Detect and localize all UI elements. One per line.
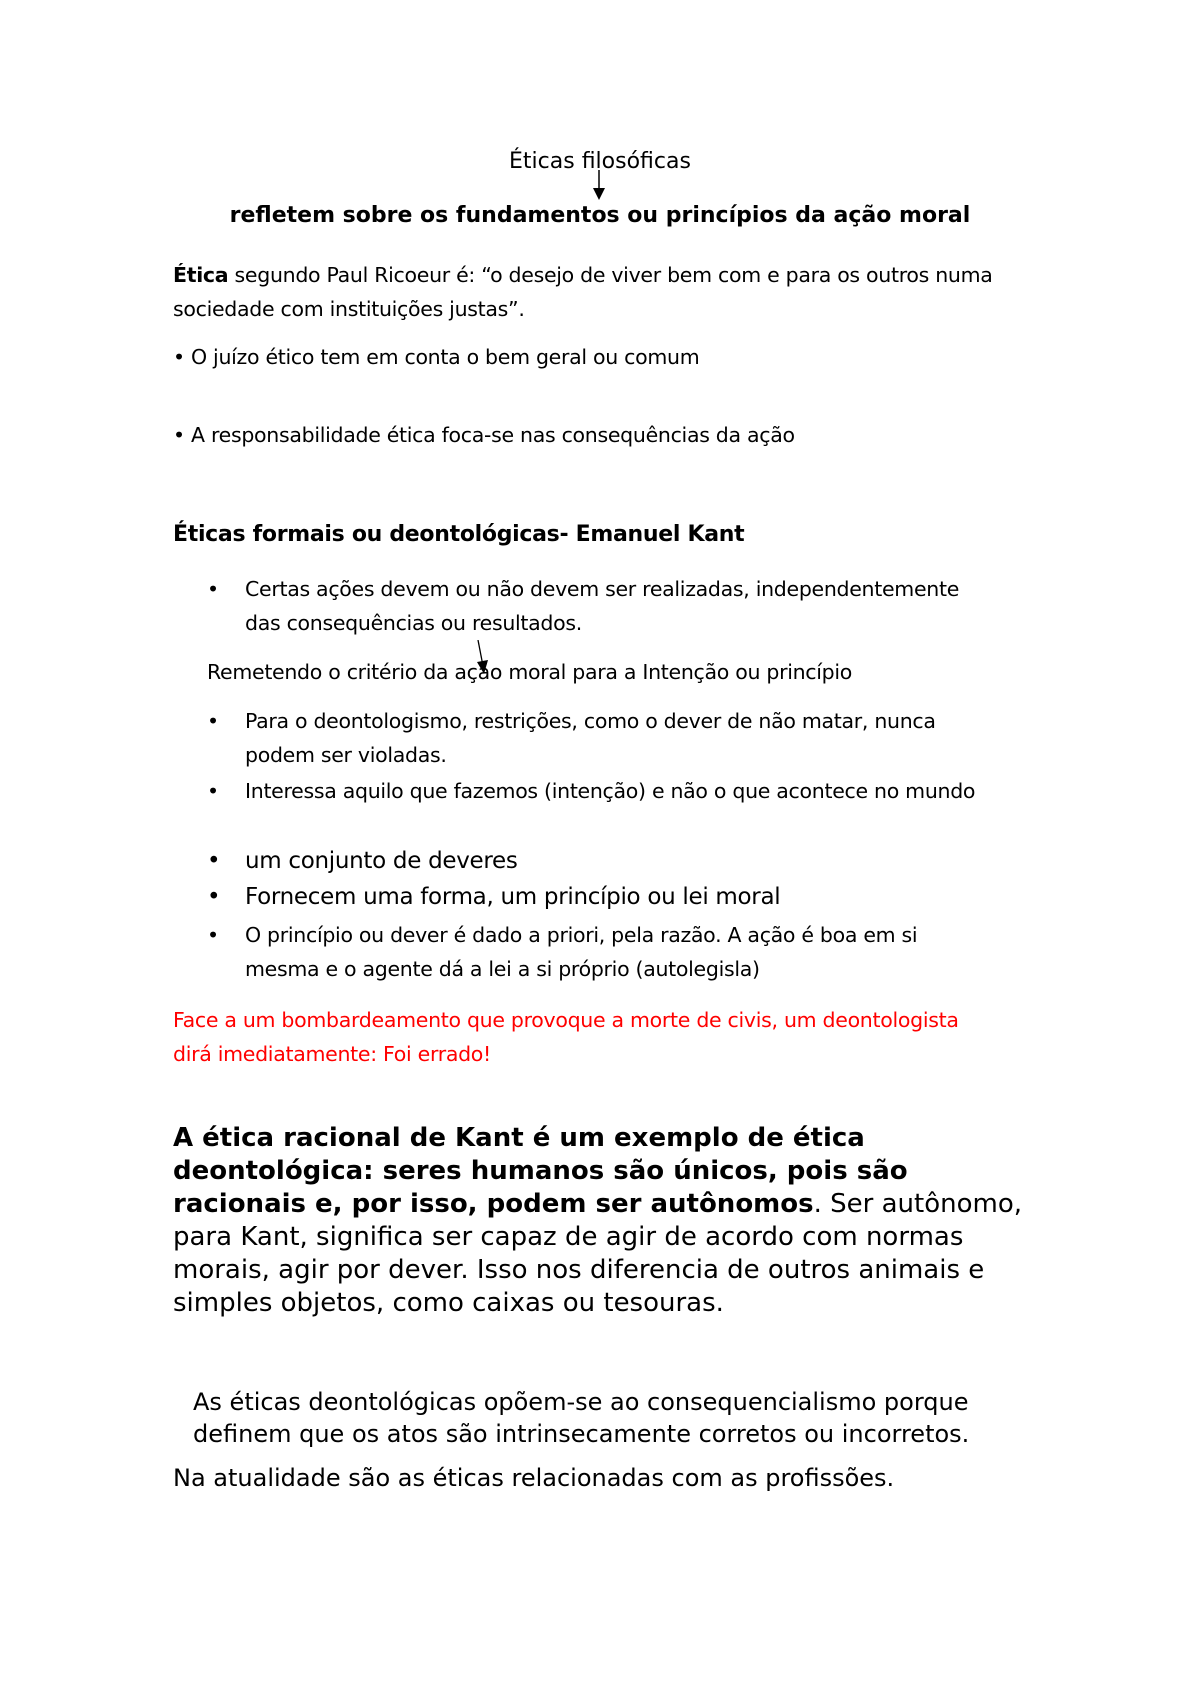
kant-bold-line1: A ética racional de Kant é um exemplo de ética [173, 1123, 865, 1153]
red-note [173, 1003, 1073, 1071]
kant-bold-line3: racionais e, por isso, podem ser autônomos [173, 1189, 814, 1219]
list-item-line: O princípio ou dever é dado a priori, pela razão. A ação é boa em si [245, 923, 918, 947]
bullet-icon: • [207, 577, 219, 601]
kant-line3-rest: . Ser autônomo, [813, 1189, 1022, 1219]
arrow-down-icon [591, 170, 607, 202]
etica-label: Ética [173, 263, 229, 287]
list-item [207, 774, 1047, 808]
red-note-line1: Face a um bombardeamento que provoque a morte de civis, um deontologista [173, 1008, 959, 1032]
bullet-icon: • [207, 848, 221, 874]
kant-line6: simples objetos, como caixas ou tesouras. [173, 1288, 724, 1318]
kant-paragraph [173, 1122, 1053, 1320]
list-item-line: das consequências ou resultados. [245, 611, 582, 635]
closing-line2: definem que os atos são intrinsecamente corretos ou incorretos. [193, 1420, 970, 1448]
list-item-line: um conjunto de deveres [245, 848, 518, 874]
list-item [207, 704, 1047, 772]
ricoeur-text-line2: sociedade com instituições justas”. [173, 297, 525, 321]
list-item-line: Para o deontologismo, restrições, como o dever de não matar, nunca [245, 709, 936, 733]
list-item [207, 572, 1047, 640]
ricoeur-paragraph [173, 258, 1073, 326]
remetendo-line: Remetendo o critério da ação moral para a Intenção ou princípio [207, 660, 853, 684]
page-subtitle: refletem sobre os fundamentos ou princípios da ação moral [229, 203, 971, 228]
bullet-icon: • [207, 923, 219, 947]
section-heading: Éticas formais ou deontológicas- Emanuel Kant [173, 522, 745, 547]
closing-line3: Na atualidade são as éticas relacionadas com as profissões. [173, 1464, 895, 1492]
list-item-line: Fornecem uma forma, um princípio ou lei moral [245, 884, 781, 910]
list-item-line: Interessa aquilo que fazemos (intenção) e não o que acontece no mundo [245, 779, 976, 803]
list-item [207, 918, 1047, 986]
list-item [207, 844, 1047, 878]
bullet-icon: • [207, 779, 219, 803]
red-note-line2: dirá imediatamente: Foi errado! [173, 1042, 491, 1066]
bullet-icon: • [207, 884, 221, 910]
list-item-line: podem ser violadas. [245, 743, 447, 767]
intro-bullet-2: • A responsabilidade ética foca-se nas consequências da ação [173, 423, 795, 447]
list-item-line: mesma e o agente dá a lei a si próprio (autolegisla) [245, 957, 760, 981]
intro-bullet-1: • O juízo ético tem em conta o bem geral ou comum [173, 345, 700, 369]
list-item [207, 880, 1047, 914]
kant-bold-line2: deontológica: seres humanos são únicos, pois são [173, 1156, 908, 1186]
kant-line4: para Kant, significa ser capaz de agir de acordo com normas [173, 1222, 964, 1252]
closing-line1: As éticas deontológicas opõem-se ao consequencialismo porque [193, 1388, 969, 1416]
ricoeur-text-line1: segundo Paul Ricoeur é: “o desejo de viver bem com e para os outros numa [228, 263, 993, 287]
page-title: Éticas filosóficas [509, 149, 691, 174]
bullet-icon: • [207, 709, 219, 733]
list-item-line: Certas ações devem ou não devem ser realizadas, independentemente [245, 577, 960, 601]
kant-line5: morais, agir por dever. Isso nos diferencia de outros animais e [173, 1255, 985, 1285]
